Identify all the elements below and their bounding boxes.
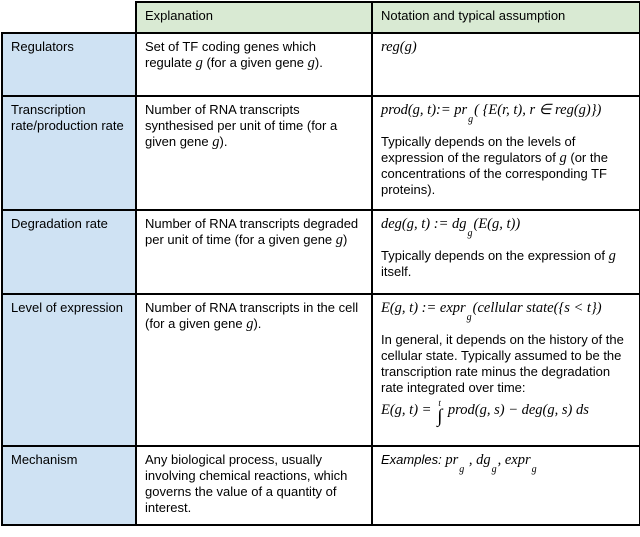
notation-formula: prod(g, t):= $pr_g$( {E(r, t), r ∈ reg(g)}) (381, 102, 602, 125)
row-transcription-rate (2, 96, 640, 210)
notation-cell-transcription-rate (372, 96, 640, 210)
col-header-explanation: Explanation (136, 2, 372, 33)
term-cell-regulators: Regulators (2, 33, 136, 96)
explanation-text: Set of TF coding genes which regulate g (for a given gene g). (145, 39, 323, 71)
row-level-of-expression (2, 294, 640, 446)
corner-cell-empty (2, 2, 136, 33)
row-degradation-rate (2, 210, 640, 294)
notation-cell-degradation-rate (372, 210, 640, 294)
notation-cell-regulators (372, 33, 640, 96)
explanation-cell-level-of-expression (136, 294, 372, 446)
header-row (2, 2, 640, 33)
term-cell-level-of-expression: Level of expression (2, 294, 136, 446)
explanation-cell-degradation-rate (136, 210, 372, 294)
explanation-cell-mechanism (136, 446, 372, 525)
notation-examples: Examples: $pr_g$ , $dg_g$, expr$_g$ (381, 452, 537, 475)
term-cell-mechanism: Mechanism (2, 446, 136, 525)
explanation-text: Number of RNA transcripts degraded per unit of time (for a given gene g) (145, 216, 359, 248)
integral-symbol: t ∫ (437, 398, 443, 427)
explanation-cell-transcription-rate (136, 96, 372, 210)
notation-note: In general, it depends on the history of the cellular state. Typically assumed to be the transcription rate minus the degradation rate integrated over time: (381, 332, 624, 395)
notation-formula: deg(g, t) := $dg_g(E(g$, t)) (381, 216, 521, 239)
notation-integral-formula: E(g, t) = t ∫ prod(g, s) − deg(g, s) ds (381, 398, 589, 427)
definitions-table (1, 1, 640, 526)
notation-cell-mechanism (372, 446, 640, 525)
notation-formula: E(g, t) := expr$_g$(cellular state({s < t}) (381, 300, 602, 323)
explanation-text: Any biological process, usually involving chemical reactions, which governs the value of a quantity of interest. (145, 452, 348, 515)
term-cell-transcription-rate: Transcription rate/production rate (2, 96, 136, 210)
explanation-cell-regulators (136, 33, 372, 96)
notation-cell-level-of-expression (372, 294, 640, 446)
row-mechanism (2, 446, 640, 525)
explanation-text: Number of RNA transcripts in the cell (for a given gene g). (145, 300, 359, 332)
notation-note: Typically depends on the expression of g itself. (381, 248, 616, 279)
col-header-notation: Notation and typical assumption (372, 2, 640, 33)
explanation-text: Number of RNA transcripts synthesised per unit of time (for a given gene g). (145, 102, 338, 150)
term-cell-degradation-rate: Degradation rate (2, 210, 136, 294)
notation-formula: reg(g) (381, 39, 417, 55)
row-regulators (2, 33, 640, 96)
notation-note: Typically depends on the levels of expression of the regulators of g (or the concentrations of the corresponding TF proteins). (381, 134, 608, 197)
